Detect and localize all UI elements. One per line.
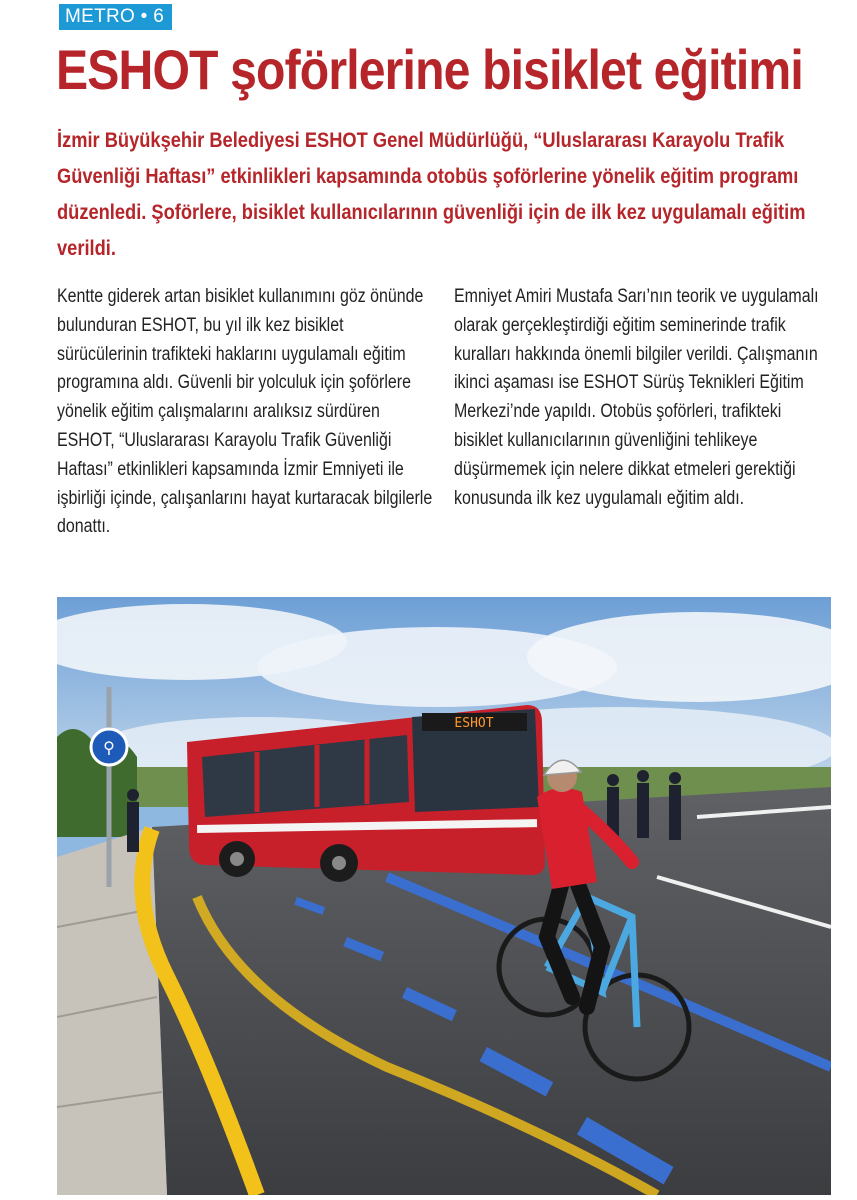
body-column-right: Emniyet Amiri Mustafa Sarı’nın teorik ve uygulamalı olarak gerçekleştirdiği eğitim seminerinde trafik kuralları hakkında önemli bilgiler verildi. Çalışmanın ikinci aşaması ise ESHOT Sürüş Teknikleri Eğitim Merkezi’nde yapıldı. Otobüs şoförleri, trafikteki bisiklet kullanıcılarının güvenliğini tehlikeye düşürmemek için nelere dikkat etmeleri gerektiği konusunda ilk kez uygulamalı eğitim aldı. — [454, 286, 819, 509]
svg-text:⚲: ⚲ — [103, 738, 115, 757]
news-photo — [57, 597, 831, 1195]
headline: ESHOT şoförlerine bisiklet eğitimi — [56, 38, 803, 101]
bus-destination-text: ESHOT — [454, 716, 494, 731]
section-tag: METRO • 6 — [59, 4, 172, 30]
lead-paragraph: İzmir Büyükşehir Belediyesi ESHOT Genel Müdürlüğü, “Uluslararası Karayolu Trafik Güvenliği Haftası” etkinlikleri kapsamında otobüs şoförlerine yönelik eğitim programı düzenledi. Şoförlere, bisiklet kullanıcılarının güvenliği için de ilk kez uygulamalı eğitim verildi. — [57, 128, 806, 260]
sidewalk — [57, 827, 167, 1195]
body-column-left: Kentte giderek artan bisiklet kullanımını göz önünde bulunduran ESHOT, bu yıl ilk kez bisiklet sürücülerinin trafikteki haklarını uygulamalı eğitim programına aldı. Güvenli bir yolculuk için şoförlere yönelik eğitim çalışmalarını aralıksız sürdüren ESHOT, “Uluslararası Karayolu Trafik Güvenliği Haftası” etkinlikleri kapsamında İzmir Emniyeti ile işbirliği içinde, çalışanlarını hayat kurtaracak bilgilerle donattı. — [57, 286, 433, 538]
photo-illustration — [57, 597, 831, 1195]
